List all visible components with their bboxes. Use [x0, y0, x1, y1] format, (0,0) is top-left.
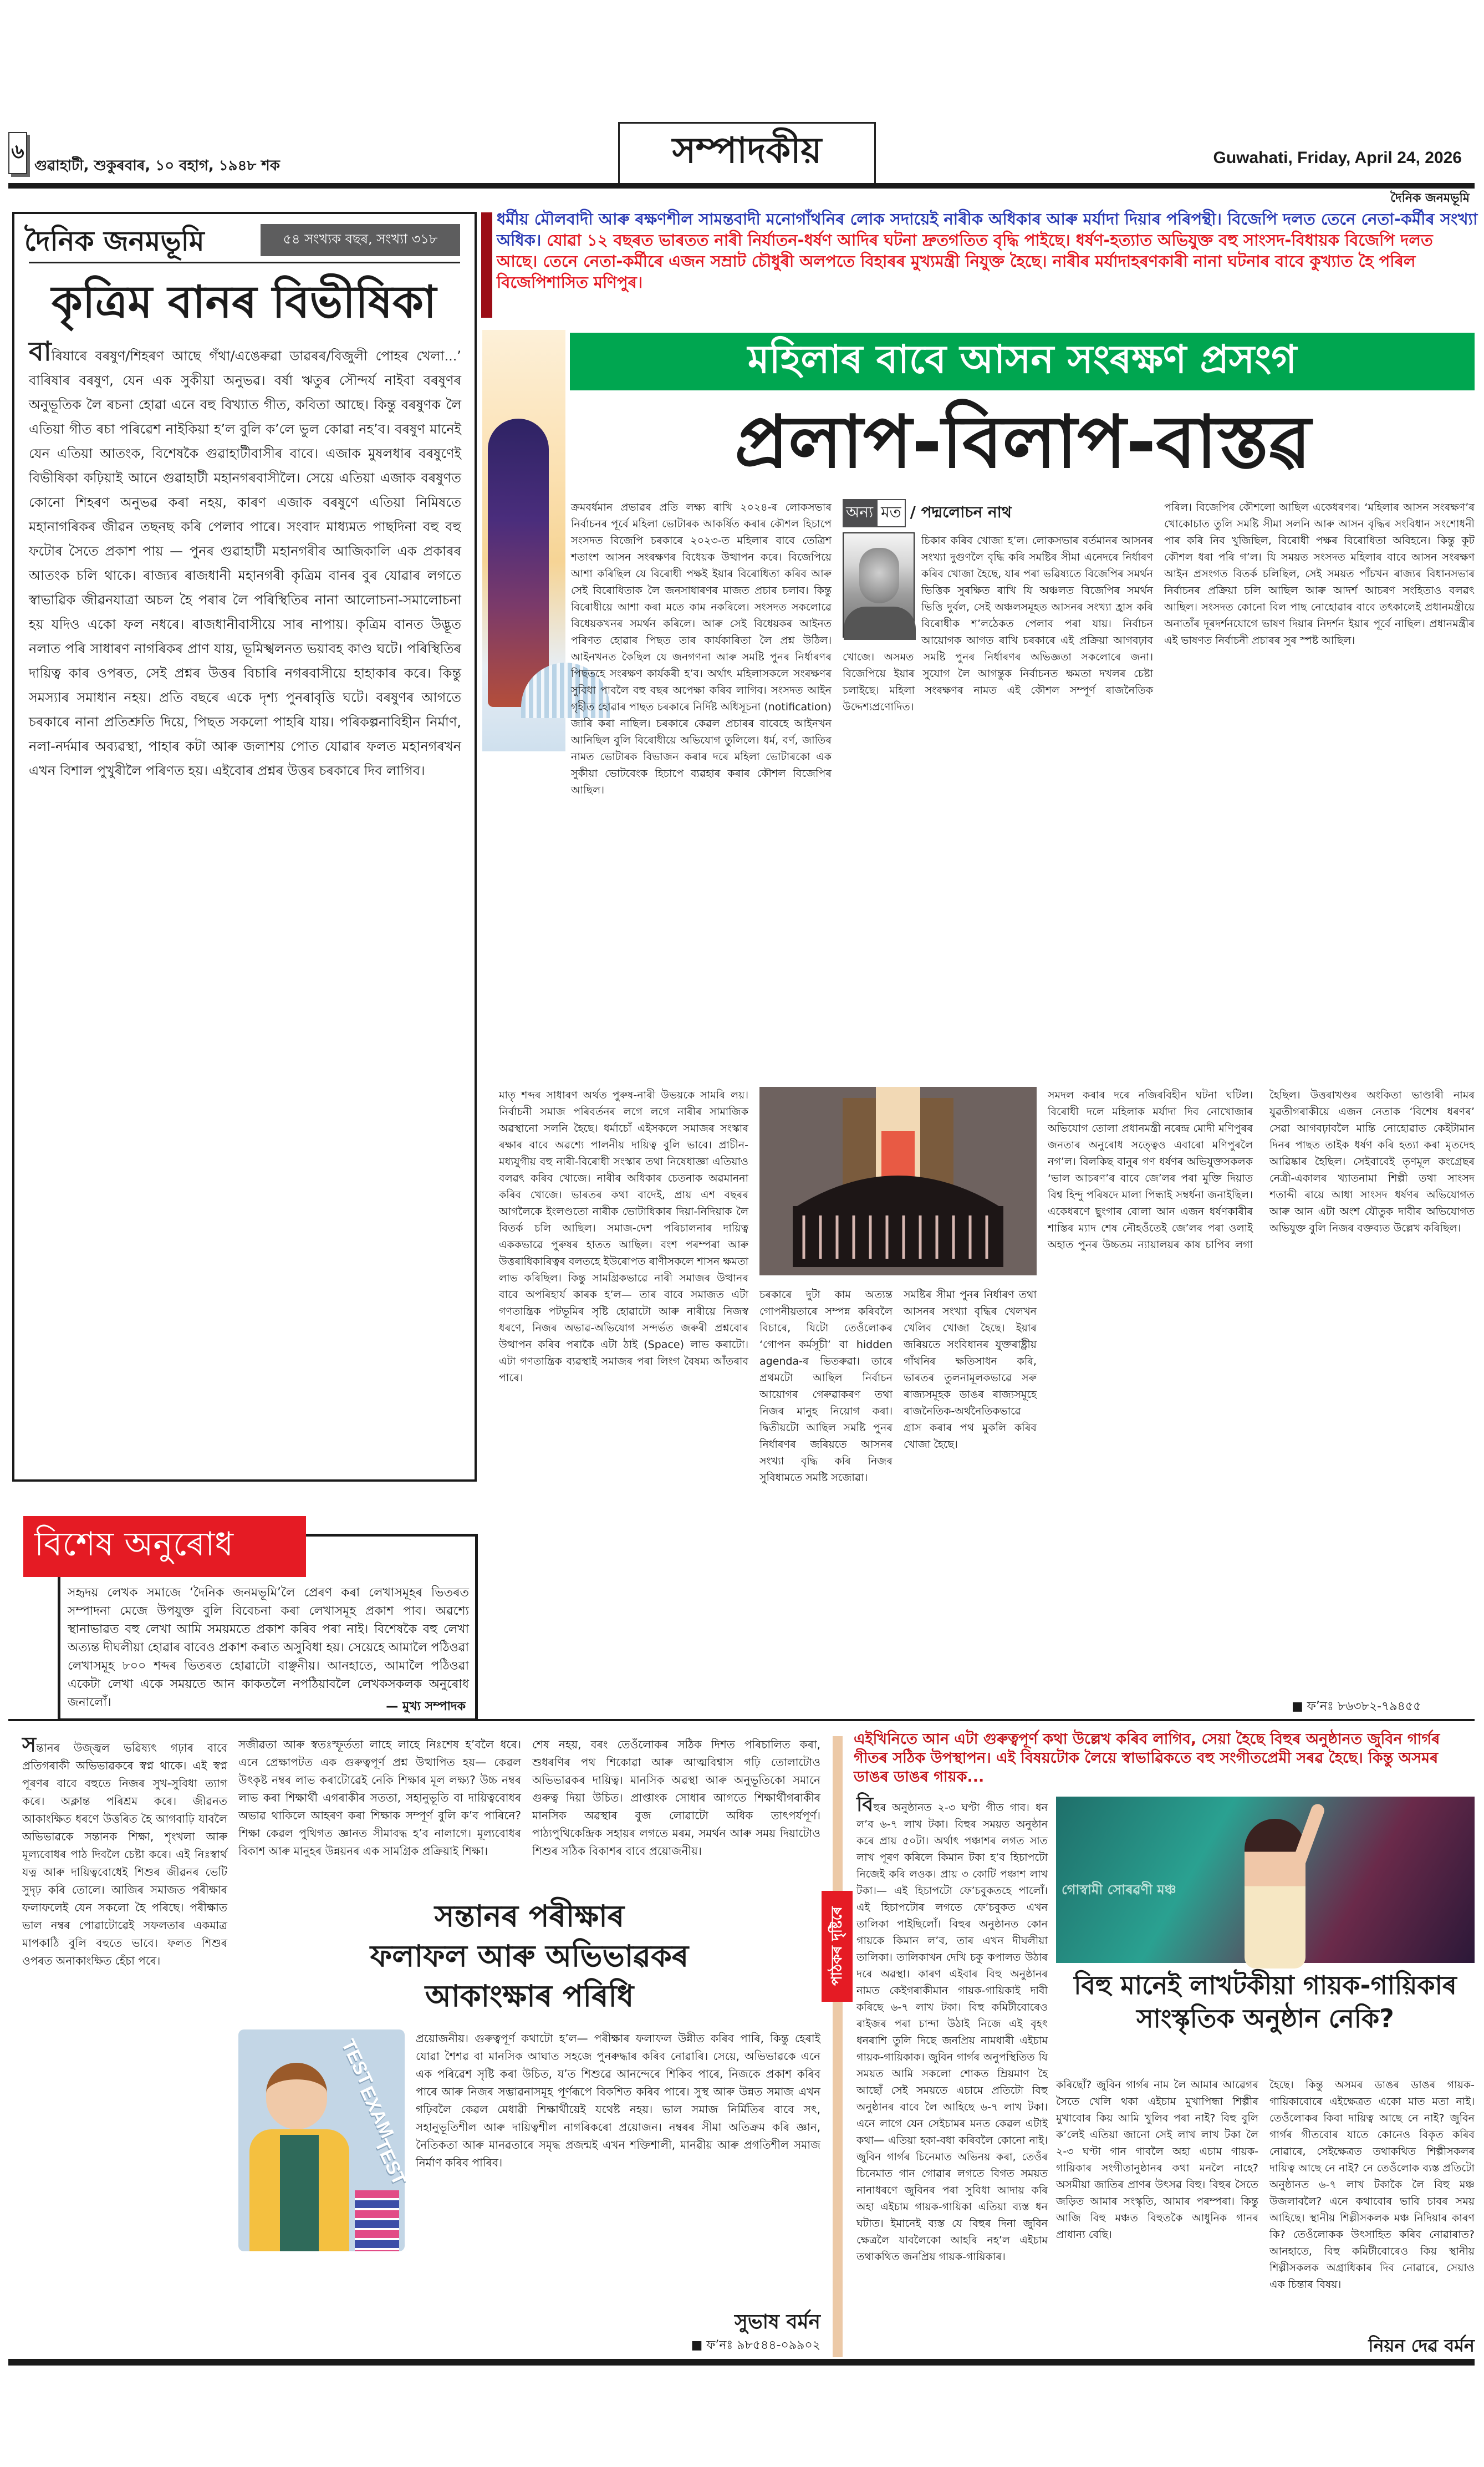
bihu-col-2: কৰিছোঁ? জুবিন গাৰ্গৰ নাম লৈ আমাৰ আৱেগৰ সৈতে খেলি থকা এইচাম মুখাপিন্ধা শিল্পীৰ মুখাবোৰ কিয় আমি খুলিব পৰা নাই? বিহু বুলি ক’লেই এতিয়া জানো সেই লাখ লাখ টকা লৈ ২-৩ ঘণ্টা গান গাবলৈ অহা এচাম গায়ক-গায়িকাৰ সংগীতানুষ্ঠানৰ কথা মনলৈ নাহে? অসমীয়া জাতিৰ প্ৰাণৰ উৎসৱ বিহু। বিহুৰ সৈতে জড়িত আমাৰ সংস্কৃতি, আমাৰ পৰম্পৰা। কিন্তু আজি বিহু মঞ্চত বিহুতকৈ আধুনিক গানৰ প্ৰাধান্য বেছি। — [1056, 2079, 1258, 2241]
feature-col-mid-left: মাতৃ শব্দৰ সাধাৰণ অৰ্থত পুৰুষ-নাৰী উভয়কে সামৰি লয়। নিৰ্বাচনী সমাজ পৰিবৰ্তনৰ লগে লগে নাৰীৰ সামাজিক অৱস্থানো সলনি হৈছে। ধৰ্মাচোঁ এইসকলে সমাজৰ সংস্কাৰ ৰক্ষাৰ বাবে অৱশ্যে পালনীয় দায়িত্ব বুলি ভাবে। প্ৰাচীন-মধ্যযুগীয় বহু নাৰী-বিৰোধী সংস্কাৰ তথা নিষেধাজ্ঞা এতিয়াও বলৱৎ কৰিব খোজে। নাৰীৰ অধিকাৰ চেতনাক অৱমাননা কৰিব খোজে। ভাৰতৰ কথা বাদেই, প্ৰায় এশ বছৰৰ আগলৈকে ইংলণ্ডতো নাৰীক ভোটাধিকাৰ দিয়া-নিদিয়াক লৈ বিতৰ্ক চলি আছিল। সমাজ-দেশ পৰিচালনাৰ দায়িত্ব এককভাৱে পুৰুষৰ হাতত আছিল। বংশ পৰম্পৰা আৰু উত্তৰাধিকাৰিত্বৰ বলতহে ইউৰোপত ৰাণীসকলে শাসন ক্ষমতা লাভ কৰিছিল। কিন্তু সামগ্ৰিকভাৱে নাৰী সমাজৰ উত্থানৰ বাবে অপৰিহাৰ্য কাৰক হ’ল— তাৰ বাবে সমাজত এটা গণতান্ত্ৰিক পটভূমিৰ সৃষ্টি হোৱাটো আৰু নাৰীয়ে নিজস্ব ধৰণে, নিজৰ অভাৱ-অভিযোগ সন্দৰ্ভত জৰুৰী প্ৰশ্নবোৰ উত্থাপন কৰিব পৰাকৈ এটা ঠাই (Space) লাভ কৰাটো। এটা গণতান্ত্ৰিক ব্যৱস্থাই সমাজৰ পৰা লিংগ বৈষম্য আঁতৰাব পাৰে। — [499, 1089, 748, 1384]
column-tag-light: মত — [876, 499, 906, 527]
author-photo — [843, 532, 915, 638]
bihu-col-1-text: হুৰ অনুষ্ঠানত ২-৩ ঘণ্টা গীত গাব। ধন ল’ব ৬-৭ লাখ টকা। বিহুৰ সময়ত অনুষ্ঠান কৰে প্ৰায় ৫০টা। অৰ্থাৎ পঞ্চাশৰ লগত সাত লাখ পূৰণ কৰিলে কিমান টকা হ’ব হিচাপটো নিজেই কৰি লওক। প্ৰায় ৩ কোটি পঞ্চাশ লাখ টকা।— এই হিচাপটো ফে’চবুকতহে পালোঁ। এই হিচাপটোৰ লগতে ফে’চবুকত এখন তালিকা পাইছিলোঁ। বিহুৰ অনুষ্ঠানত কোন গায়কে কিমান ল’ব, তাৰ এখন দীঘলীয়া তালিকা। তালিকাখন দেখি চকু কপালত উঠাৰ দৰে অৱস্থা। কাৰণ এইবাৰ বিহু অনুষ্ঠানৰ নামত কেইগৰাকীমান গায়ক-গায়িকাই দাবী কৰিছে ৬-৭ লাখ টকা। বিহু কমিটীবোৰেও ৰাইজৰ পৰা চান্দা উঠাই নিজে এই বৃহৎ ধনৰাশি তুলি দিছে জনপ্ৰিয় নামধাৰী এইচাম গায়ক-গায়িকাক। জুবিন গাৰ্গৰ অনুপস্থিতিত যি সময়ত আমি সকলো শোকত ম্ৰিয়মাণ হৈ আছোঁ সেই সময়তে এচামে প্ৰতিটো বিহু অনুষ্ঠানৰ বাবে লৈ আহিছে ৬-৭ লাখ টকা। এনে লাগে যেন সেইচামৰ মনত কেৱল এটাই কথা— এতিয়া হকা-বধা কৰিবলৈ কোনো নাই। জুবিন গাৰ্গৰ চিনেমাত অভিনয় কৰা, তেওঁৰ চিনেমাত গান গোৱাৰ লগতে বিগত সময়ত নানাধৰণে জুবিনৰ পৰা সুবিধা আদায় কৰি অহা এইচাম গায়ক-গায়িকা এতিয়া ব্যস্ত ধন ঘটাত। ইমানেই ব্যস্ত যে বিহুৰ দিনা জুবিন ক্ষেত্ৰলৈ যাবলৈকো আহৰি নহ’ল এইচাম তথাকথিত জনপ্ৰিয় গায়ক-গায়িকাৰ। — [856, 1802, 1048, 2263]
bihu-title: বিহু মানেই লাখটকীয়া গায়ক-গায়িকাৰ সাংস্কৃতিক অনুষ্ঠান নেকি? — [1074, 1970, 1457, 2033]
editorial-text: ৰিযাৰে বৰষুণ/শিহৰণ আছে গঁথা/এঙেৰুৱা ডাৱৰৰ/বিজুলী পোহৰ খেলা...’ বাৰিষাৰ বৰষুণ, যেন এক সুকীয়া অনুভৱ। বৰ্ষা ঋতুৰ সৌন্দৰ্য নাইবা বৰষুণৰ অনুভূতিক লৈ ৰচনা হোৱা এনে বহু বিখ্যাত গীত, কবিতা আছে। কিন্তু বৰষুণক লৈ এতিয়া গীত ৰচা পৰিৱেশ নাইকিয়া হ’ল বুলি ক’লে ভুল কোৱা নহ’ব। বৰষুণ মানেই যেন এতিয়া আতংক, বিশেষকৈ গুৱাহাটীবাসীৰ বাবে। এজাক মুষলধাৰ বৰষুণেই বিভীষিকা কঢ়িয়াই আনে গুৱাহাটী মহানগৰবাসীলৈ। সেয়ে এতিয়া এজাক বৰষুণত কোনো শিহৰণ অনুভৱ কৰা নহয়, কাৰণ এজাক বৰষুণে এতিয়া নিমিষতে মহানাগৰিকৰ জীৱন তছনছ কৰি পেলাব পাৰে। সংবাদ মাধ্যমত পাছদিনা বহু বহু ফটোৰ সৈতে প্ৰকাশ পায় — পুনৰ গুৱাহাটী মহানগৰীৰ আজিকালি এক প্ৰকাৰৰ আতংক চলি থাকে। ৰাজ্যৰ ৰাজধানী মহানগৰী কৃত্ৰিম বানৰ বুৰ যোৱাৰ লগতে স্বাভাৱিক জীৱনযাত্ৰা অচল হৈ পৰাৰ লৈ পৰিস্থিতিৰ নানা আলোচনা-সমালোচনা হয় যদিও একো ফল নধৰে। ৰাজধানীবাসীয়ে সাৰ নাপায়। কৃত্ৰিম বানত উদ্ভূত নলাত পৰি সাধাৰণ নাগৰিকৰ প্ৰাণ যায়, ভূমিস্খলনত ভয়াবহ কাণ্ড ঘটে। পৰিস্থিতিৰ দায়িত্ব কাৰ ওপৰত, সেই প্ৰশ্নৰ উত্তৰ বিচাৰি নগৰবাসীয়ে হাহাকাৰ কৰে। কিন্তু সমস্যাৰ সমাধান নহয়। প্ৰতি বছৰে একে দৃশ্য পুনৰাবৃত্তি ঘটে। বৰষুণৰ আগতে চৰকাৰে নানা প্ৰতিশ্ৰুতি দিয়ে, পিছত সকলো পাহৰি যায়। পৰিকল্পনাবিহীন নিৰ্মাণ, নলা-নৰ্দমাৰ অব্যৱস্থা, পাহাৰ কটা আৰু জলাশয় পোত যোৱাৰ ফলত মহানগৰখন এখন বিশাল পুখুৰীলৈ পৰিণত হয়। এইবোৰ প্ৰশ্নৰ উত্তৰ চৰকাৰে দিব লাগিব। — [29, 348, 461, 779]
feature-col-right: সমদল কৰাৰ দৰে নজিৰবিহীন ঘটনা ঘটিল। বিৰোধী দলে মহিলাক মৰ্যাদা দিব নোখোজাৰ অভিযোগ তোলা প্ৰধানমন্ত্ৰী নৰেন্দ্ৰ মোদী মণিপুৰৰ জনতাৰ অনুৰোধ সত্ত্বেও এবাৰো মণিপুৰলৈ নগ’ল। বিলকিছ বানুৰ গণ ধৰ্ষণৰ অভিযুক্তসকলক ‘ভাল আচৰণ’ৰ বাবে জে’লৰ পৰা মুক্তি দিয়াত বিশ্ব হিন্দু পৰিষদে মালা পিন্ধাই সম্বৰ্ধনা জনাইছিল। একেধৰণে ছুংগাৰ বোলা আন এজন ধৰ্ষণকাৰীৰ শাস্তিৰ ম্যাদ শেষ নৌহওঁতেই জে’লৰ পৰা ওলাই অহাত পুনৰ উচ্চতম ন্যায়ালয়ৰ কাষ চাপিব লগা হৈছিল। উত্তৰাখণ্ডৰ অংকিতা ভাণ্ডাৰী নামৰ যুৱতীগৰাকীয়ে এজন নেতাক ‘বিশেষ ধৰণৰ’ সেৱা আগবঢ়াবলৈ মান্তি নোহোৱাত কেইটামান দিনৰ পাছত তাইক ধৰ্ষণ কৰি হত্যা কৰা মৃতদেহ আৱিষ্কাৰ হৈছিল। সেইবাবেই তৃণমূল কংগ্ৰেছৰ নেত্ৰী-একালৰ খ্যাতনামা শিল্পী তথা সাংসদ শতাব্দী ৰায়ে আধা সাংসদ ধৰ্ষণৰ অভিযোগত আৰু আন এটা অংশ যৌতুক দাবীৰ অভিযোগত অভিযুক্ত বুলি নিজৰ বক্তব্যত উল্লেখ কৰিছিল। — [1048, 1089, 1475, 1251]
date-assamese: গুৱাহাটী, শুকুৰবাৰ, ১০ বহাগ, ১৯৪৮ শক — [34, 157, 280, 174]
page-number: ৬ — [8, 132, 27, 174]
editorial-body — [29, 336, 461, 783]
feature-phone: ■ ফ’নঃ ৮৬৩৮২-৭৯৪৫৫ — [1292, 1700, 1421, 1713]
kid-head — [266, 2063, 327, 2129]
face-illustration — [859, 548, 899, 603]
special-request-signature: — মুখ্য সম্পাদক — [386, 1700, 466, 1713]
bihu-deck: এইখিনিতে আন এটা গুৰুত্বপূৰ্ণ কথা উল্লেখ কৰিব লাগিব, সেয়া হৈছে বিহুৰ অনুষ্ঠানত জুবিন গাৰ্গৰ গীতৰ সঠিক উপস্থাপন। এই বিষয়টোক লৈয়ে স্বাভাৱিকতে বহু সংগীতপ্ৰেমী সৰৱ হৈছে। কিন্তু অসমৰ ডাঙৰ ডাঙৰ গায়ক... — [854, 1731, 1440, 1786]
exam-stress-illustration — [238, 2029, 410, 2251]
exam-author: সুভাষ বৰ্মন — [735, 2311, 820, 2333]
shoulders-illustration — [844, 607, 916, 640]
divider — [29, 262, 460, 263]
bihu-author: নিয়ন দেৱ বৰ্মন — [1368, 2335, 1475, 2356]
exam-col-4: প্ৰয়োজনীয়। গুৰুত্বপূৰ্ণ কথাটো হ’ল— পৰীক্ষাৰ ফলাফল উন্নীত কৰিব পাৰি, কিন্তু হেৰাই যোৱা শৈশৱ বা মানসিক আঘাত সহজে পুনৰুদ্ধাৰ কৰিব নোৱাৰি। সেয়ে, অভিভাৱকে এনে এক পৰিৱেশ সৃষ্টি কৰা উচিত, য’ত শিশুৱে আনন্দেৰে শিকিব পাৰে, নিজকে প্ৰকাশ কৰিব পাৰে আৰু নিজৰ সম্ভাৱনাসমূহ পূৰ্ণৰূপে বিকশিত কৰিব পাৰে। সুস্থ আৰু উন্নত সমাজ এখন গঢ়িবলৈ কেৱল মেধাৱী শিক্ষাৰ্থীয়েই যথেষ্ট নহয়। ভাল সমাজ নিৰ্মিতিৰ বাবে সৎ, সহানুভূতিশীল আৰু দায়িত্বশীল নাগৰিকৰো প্ৰয়োজন। নম্বৰৰ সীমা অতিক্ৰম কৰি জ্ঞান, নৈতিকতা আৰু মানৱতাৰে সমৃদ্ধ প্ৰজন্মই এখন শক্তিশালী, মানৱীয় আৰু প্ৰগতিশীল সমাজ নিৰ্মাণ কৰিব পাৰিব। — [416, 2032, 820, 2169]
reader-section-label: পাঠকৰ দৃষ্টিৰে — [822, 1891, 853, 2002]
feature-col-2 — [843, 532, 1153, 715]
image-word: TEST — [370, 2135, 410, 2189]
woman-silhouette-illustration — [488, 419, 549, 707]
exam-title-line: আকাংক্ষাৰ পৰিধি — [425, 1978, 634, 2013]
feature-title: প্ৰলাপ-বিলাপ-বাস্তৱ — [735, 400, 1311, 484]
saree — [881, 1131, 915, 1181]
bihu-col-1 — [856, 1793, 1048, 2265]
special-request-body: সহৃদয় লেখক সমাজে ‘দৈনিক জনমভূমি’লৈ প্ৰেৰণ কৰা লেখাসমূহৰ ভিতৰত সম্পাদনা মেজে উপযুক্ত বুলি বিবেচনা কৰা লেখাসমূহ প্ৰকাশ পাব। অৱশ্যে স্থানাভাৱত বহু লেখা আমি সময়মতে প্ৰকাশ কৰিব পৰা নাই। বিশেষকৈ বহু লেখা অত্যন্ত দীঘলীয়া হোৱাৰ বাবেও প্ৰকাশ কৰাত অসুবিধা হয়। সেয়েহে আমালৈ পঠিওৱা লেখাসমূহ ৮০০ শব্দৰ ভিতৰত হোৱাটো বাঞ্ছনীয়। আনহাতে, আমালৈ পঠিওৱা একেটা লেখা একে সময়তে আন কাকতলৈ নপঠিয়াবলৈ লেখকসকলক অনুৰোধ জনালোঁ। — [68, 1586, 469, 1710]
singer-photo — [1056, 1797, 1475, 1963]
image-word: EXAM — [355, 2083, 398, 2142]
exam-col-1-text: ন্তানৰ উজ্জ্বল ভৱিষ্যৎ গঢ়াৰ বাবে প্ৰতিগৰাকী অভিভাৱকৰে স্বপ্ন থাকে। এই স্বপ্ন পূৰণৰ বাবে বহুতে নিজৰ সুখ-সুবিধা ত্যাগ কৰে। অক্লান্ত পৰিশ্ৰম কৰে। জীৱনত আকাংক্ষিত ধৰণে উত্তৰিত হৈ আগবাঢ়ি যাবলৈ অভিভাৱকে সন্তানক শিক্ষা, শৃংখলা আৰু মূল্যবোধৰ পাঠ দিবলৈ চেষ্টা কৰে। এই নিঃস্বাৰ্থ যত্ন আৰু দায়িত্ববোধেই শিশুৰ জীৱনৰ ভেটি সুদৃঢ় কৰি তোলে। আজিৰ সমাজত পৰীক্ষাৰ ফলাফলেই যেন সকলো হৈ পৰিছে। পৰীক্ষাত ভাল নম্বৰ পোৱাটোৱেই সফলতাৰ একমাত্ৰ মাপকাঠি বুলি বহুতে ভাবে। ফলত শিশুৰ ওপৰত অনাকাংক্ষিত হেঁচা পৰে। — [22, 1741, 227, 1967]
special-request-banner: বিশেষ অনুৰোধ — [23, 1516, 306, 1577]
paper-tag: দৈনিক জনমভূমি — [1387, 189, 1473, 209]
book-stack — [355, 2190, 399, 2251]
dropcap: স — [22, 1732, 37, 1757]
top-rule — [8, 183, 1475, 189]
dropcap: বি — [856, 1793, 874, 1816]
feature-col-mid-b: সমষ্টিৰ সীমা পুনৰ নিৰ্ধাৰণ তথা আসনৰ সংখ্যা বৃদ্ধিৰ খেলখন খেলিব খোজা হৈছে। ইয়াৰ জৰিয়তে সংবিধানৰ যুক্তৰাষ্ট্ৰীয় গাঁথনিৰ ক্ষতিসাধন কৰি, ভাৰতৰ তুলনামূলকভাৱে সৰু ৰাজ্যসমূহক ডাঙৰ ৰাজ্যসমূহে ৰাজনৈতিক-অৰ্থনৈতিকভাৱে গ্ৰাস কৰাৰ পথ মুকলি কৰিব খোজা হৈছে। — [904, 1289, 1037, 1451]
dropcap: বা — [29, 336, 52, 367]
pillar-figure-left — [843, 1098, 876, 1187]
exam-title — [238, 1896, 820, 2016]
editorial-title: কৃত্ৰিম বানৰ বিভীষিকা — [51, 276, 437, 328]
section-title: সম্পাদকীয় — [618, 122, 876, 183]
date-english: Guwahati, Friday, April 24, 2026 — [1213, 149, 1462, 167]
issue-badge: ৫৪ সংখ্যক বছৰ, সংখ্যা ৩১৮ — [261, 224, 460, 256]
parliament-illustration — [759, 1087, 1037, 1275]
feature-col-3: পৰিল। বিজেপিৰ কৌশলো আছিল একেধৰণৰ। ‘মহিলাৰ আসন সংৰক্ষণ’ৰ খোকোচাত তুলি সমষ্টি সীমা সলনি আৰু আসন বৃদ্ধিৰ সংবিধান সংশোধনী পাৰ কৰি নিব খুজিছিল, বিৰোধী পক্ষৰ বিৰোধিতা অবিহনে। কিন্তু কূট কৌশল ধৰা পৰি গ’ল। যি সময়ত সংসদত মহিলাৰ বাবে আসন সংৰক্ষণ আইন প্ৰসংগত বিতৰ্ক চলিছিল, সেই সময়ত পাঁচখন ৰাজ্যৰ বিধানসভাৰ নিৰ্বাচনৰ প্ৰক্ৰিয়া চলি আছিল আৰু আদৰ্শ আচৰণ সংহিতাও বলৱৎ আছিল। সংসদত কোনো বিল পাছ নোহোৱাৰ বাবে তৎকালেই প্ৰধানমন্ত্ৰীয়ে অনাতাঁৰ দূৰদৰ্শনযোগে ভাষণ দিয়াৰ নিদৰ্শন ইয়াৰ পূৰ্বে নাছিল। প্ৰধানমন্ত্ৰীৰ এই ভাষণত নিৰ্বাচনী প্ৰচাৰৰ সুৰ স্পষ্ট আছিল। — [1164, 501, 1475, 647]
reader-section-strip — [833, 1736, 843, 2357]
topic-banner: মহিলাৰ বাবে আসন সংৰক্ষণ প্ৰসংগ — [570, 333, 1475, 390]
exam-col-2: সজীৱতা আৰু স্বতঃস্ফূৰ্ততা লাহে লাহে নিঃশেষ হ’বলৈ ধৰে। এনে প্ৰেক্ষাপটত এক গুৰুত্বপূৰ্ণ প্ৰশ্ন উত্থাপিত হয়— কেৱল উৎকৃষ্ট নম্বৰ লাভ কৰাটোৱেই নেকি শিক্ষাৰ মূল লক্ষ্য? উচ্চ নম্বৰ লাভ কৰা শিক্ষাৰ্থী এগৰাকীৰ সততা, সহানুভূতি বা দায়িত্ববোধৰ অভাৱ থাকিলে আহৰণ কৰা শিক্ষাক সম্পূৰ্ণ বুলি ক’ব পাৰিনে? শিক্ষা কেৱল পুথিগত জ্ঞানত সীমাবদ্ধ হ’ব নালাগে। মূল্যবোধৰ বিকাশ আৰু মানুহৰ উন্নয়নৰ এক সামগ্ৰিক প্ৰক্ৰিয়াই শিক্ষা। — [238, 1738, 521, 1858]
deck-red-text: যোৱা ১২ বছৰত ভাৰতত নাৰী নিৰ্যাতন-ধৰ্ষণ আদিৰ ঘটনা দ্ৰুতগতিত বৃদ্ধি পাইছে। ধৰ্ষণ-হত্যাত অভিযুক্ত বহু সাংসদ-বিধায়ক বিজেপি দলত আছে। তেনে নেতা-কৰ্মীৰে এজন সম্ৰাট চৌধুৰী অলপতে বিহাৰৰ মুখ্যমন্ত্ৰী নিযুক্ত হৈছে। নাৰীৰ মৰ্যাদাহৰণকাৰী নানা ঘটনাৰ বাবে কুখ্যাত হৈ পৰিল বিজেপিশাসিত মণিপুৰ। — [497, 231, 1433, 292]
feature-col-1: ক্ৰমবৰ্ধমান প্ৰভাৱৰ প্ৰতি লক্ষ্য ৰাখি ২০২৪-ৰ লোকসভাৰ নিৰ্বাচনৰ পূৰ্বে মহিলা ভোটাৰক আকৰ্ষিত কৰাৰ কৌশল হিচাপে সংসদত বিজেপি চৰকাৰে ২০২৩-ত মহিলাৰ বাবে তেত্ৰিশ শতাংশ আসন সংৰক্ষণৰ বিধেয়ক উত্থাপন কৰে। বিজেপিয়ে আশা কৰিছিল যে বিৰোধী পক্ষই ইয়াৰ বিৰোধিতা কৰিব আৰু সেই বিৰোধিতাক লৈ জনসাধাৰণৰ মাজত প্ৰচাৰ চলাব। কিন্তু বিৰোধীয়ে আশা কৰা মতে কাম নকৰিলে। সংসদত সকলোৱে বিধেয়কখনৰ সমৰ্থন কৰিলে। আৰু সেই বিধেয়কৰ আইনত পৰিণত হোৱাৰ পিছত তাৰ কাৰ্যকাৰিতা লৈ প্ৰশ্ন উঠিল। আইনখনত কৈছিল যে জনগণনা আৰু সমষ্টি পুনৰ নিৰ্ধাৰণৰ পিছতহে সংৰক্ষণ কাৰ্যকৰী হ’ব। অৰ্থাৎ মহিলাসকলে সংৰক্ষণৰ সুবিধা পাবলৈ বহু বছৰ অপেক্ষা কৰিব লাগিব। সংসদত আইন গৃহীত হোৱাৰ পাছত চৰকাৰে নিৰ্দিষ্ট অধিসূচনা (notification) জাৰি কৰা নাছিল। চৰকাৰে কেৱল প্ৰচাৰৰ বাবেহে আইনখন আনিছিল বুলি বিৰোধীয়ে অভিযোগ তুলিলে। ধৰ্ম, বৰ্ণ, জাতিৰ নামত ভোটাৰক বিভাজন কৰাৰ দৰে মহিলা ভোটাৰকো এক সুকীয়া ভোটবেংক হিচাপে ব্যৱহাৰ কৰাৰ কৌশল বিজেপিৰ আছিল। — [571, 501, 832, 796]
feature-deck — [497, 208, 1478, 293]
exam-phone: ■ ফ’নঃ ৯৮৫৪৪-০৯৯০২ — [691, 2338, 820, 2352]
parliament-building — [793, 1206, 1003, 1267]
kid-shirt — [280, 2135, 319, 2251]
feature-col-mid-a: চৰকাৰে দুটা কাম অত্যন্ত গোপনীয়তাৰে সম্পন্ন কৰিবলৈ বিচাৰে, যিটো তেওঁলোকৰ ‘গোপন কৰ্মসূচী’ বা hidden agenda-ৰ ভিতৰুৱা। তাৰে প্ৰথমটো আছিল নিৰ্বাচন আয়োগৰ গেৰুৱাকৰণ তথা নিজৰ মানুহ নিয়োগ কৰা। দ্বিতীয়টো আছিল সমষ্টি পুনৰ নিৰ্ধাৰণৰ জৰিয়তে আসনৰ সংখ্যা বৃদ্ধি কৰি নিজৰ সুবিধামতে সমষ্টি সজোৱা। — [759, 1289, 893, 1484]
image-word: TEST — [337, 2036, 377, 2089]
feature-col-2-text: চিকাৰ কৰিব খোজা হ’ল। লোকসভাৰ বৰ্তমানৰ আসনৰ সংখ্যা দুগুণলৈ বৃদ্ধি কৰি সমষ্টিৰ সীমা এনেদৰে নিৰ্ধাৰণ কৰিব খোজা হৈছে, যাৰ পৰা ভৱিষ্যতে বিজেপিৰ সমৰ্থন ভিত্তিক সুৰক্ষিত ৰাখি যি অঞ্চলত বিজেপিৰ সমৰ্থন ভিত্তি দুৰ্বল, সেই অঞ্চলসমূহত আসনৰ সংখ্যা হ্ৰাস কৰি বিৰোধীক শ’লঠেকত পেলাব পৰা যায়। নিৰ্বাচন আয়োগক আগত ৰাখি চৰকাৰে এই প্ৰক্ৰিয়া আগবঢ়াব খোজে। অসমত সমষ্টি পুনৰ নিৰ্ধাৰণৰ অভিজ্ঞতা সকলোৰে জনা। বিজেপিয়ে ইয়াৰ সুযোগ লৈ আগন্তুক নিৰ্বাচনত ক্ষমতা দখলৰ চেষ্টা চলাইছে। মহিলা সংৰক্ষণৰ নামত এই কৌশল সম্পূৰ্ণ ৰাজনৈতিক উদ্দেশ্যপ্ৰণোদিত। — [843, 535, 1153, 713]
bottom-rule — [8, 2359, 1475, 2366]
exam-title-line: ফলাফল আৰু অভিভাৱকৰ — [370, 1939, 689, 1973]
paper-name: দৈনিক জনমভূমি — [24, 225, 205, 257]
exam-col-1 — [22, 1732, 227, 1970]
stage-banner-text: গোস্বামী সোৰৱণী মঞ্চ — [1062, 1882, 1176, 1898]
feature-author: / পদ্মলোচন নাথ — [910, 502, 1012, 521]
pillar-figure-right — [920, 1098, 953, 1187]
opinion-column-tag — [843, 498, 1012, 528]
column-tag-dark: অন্য — [843, 499, 876, 527]
bihu-col-3: হৈছে। কিন্তু অসমৰ ডাঙৰ ডাঙৰ গায়ক-গায়িকাবোৰে এইক্ষেত্ৰত একো মাত মতা নাই। তেওঁলোকৰ কিবা দায়িত্ব আছে নে নাই? জুবিন গাৰ্গৰ গীতবোৰ যাতে কোনেও বিকৃত কৰিব নোৱাৰে, সেইক্ষেত্ৰত তথাকথিত শিল্পীসকলৰ দায়িত্ব আছে নে নাই? নে তেওঁলোক ব্যস্ত প্ৰতিটো অনুষ্ঠানত ৬-৭ লাখ টকাকৈ লৈ বিহু মঞ্চ উজলাবলৈ? এনে কথাবোৰ ভাবি চাবৰ সময় আহিছে। স্থানীয় শিল্পীসকলক মঞ্চ নিদিয়াৰ কাৰণ কি? তেওঁলোকক উৎসাহিত কৰিব নোৱাৰাত? আনহাতে, বিহু কমিটীবোৰেও কিয় স্থানীয় শিল্পীসকলক অগ্ৰাধিকাৰ দিব নোৱাৰে, সেয়াও এক চিন্তাৰ বিষয়। — [1269, 2079, 1475, 2291]
hero-illustration — [482, 330, 565, 751]
deck-accent-bar — [481, 212, 492, 318]
exam-title-line: সন্তানৰ পৰীক্ষাৰ — [434, 1899, 625, 1934]
singer-figure — [1245, 1819, 1305, 1968]
exam-col-3: শেষ নহয়, বৰং তেওঁলোকৰ সঠিক দিশত পৰিচালিত কৰা, শুধৰণিৰ পথ শিকোৱা আৰু আত্মবিশ্বাস গঢ়ি তোলাটোও অভিভাৱকৰ দায়িত্ব। মানসিক অৱস্থা আৰু অনুভূতিকো সমানে গুৰুত্ব দিয়া উচিত। প্ৰাপ্তাংক সোধাৰ আগতে শিক্ষাৰ্থীগৰাকীৰ মানসিক অৱস্থাৰ বুজ লোৱাটো অধিক তাৎপৰ্যপূৰ্ণ। পাঠ্যপুথিকেন্দ্ৰিক সহায়ৰ লগতে মৰম, সমৰ্থন আৰু সময় দিয়াটোও শিশুৰ সঠিক বিকাশৰ বাবে প্ৰয়োজনীয়। — [532, 1738, 820, 1858]
deck-blue-text: ধৰ্মীয় মৌলবাদী আৰু ৰক্ষণশীল সামন্তবাদী মনোগাঁথনিৰ লোক সদায়েই নাৰীক অধিকাৰ আৰু মৰ্যাদা দিয়াৰ পৰিপন্থী। বিজেপি দলত তেনে নেতা-কৰ্মীৰ সংখ্যা অধিক। — [497, 210, 1478, 250]
section-divider — [8, 1719, 1475, 1721]
